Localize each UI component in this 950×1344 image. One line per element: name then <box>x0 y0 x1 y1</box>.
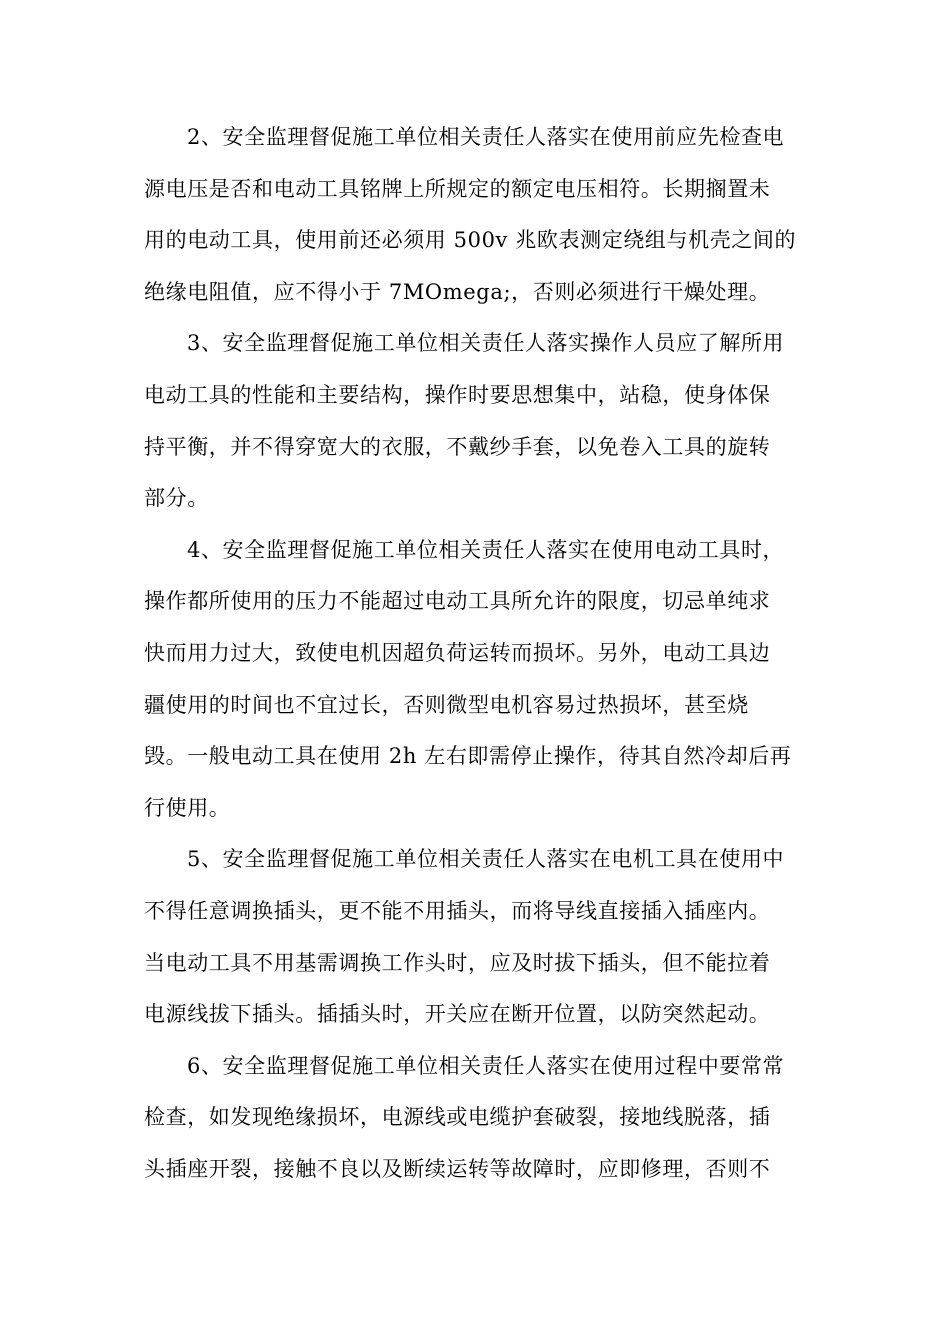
paragraph-6-line-3: 头插座开裂，接触不良以及断续运转等故障时，应即修理，否则不 <box>144 1156 771 1181</box>
paragraph-4-line-3: 快而用力过大，致使电机因超负荷运转而损坏。另外，电动工具边 <box>144 640 771 665</box>
paragraph-5-line-2: 不得任意调换插头，更不能不用插头，而将导线直接插入插座内。 <box>144 898 771 923</box>
paragraph-3-line-1: 3、安全监理督促施工单位相关责任人落实操作人员应了解所用 <box>187 331 785 356</box>
paragraph-2-line-3: 用的电动工具，使用前还必须用 500v 兆欧表测定绕组与机壳之间的 <box>144 228 797 253</box>
paragraph-4-line-1: 4、安全监理督促施工单位相关责任人落实在使用电动工具时， <box>187 537 785 562</box>
paragraph-4-line-2: 操作都所使用的压力不能超过电动工具所允许的限度，切忌单纯求 <box>144 589 771 614</box>
paragraph-4-line-6: 行使用。 <box>144 795 231 820</box>
body-text <box>144 112 808 1195</box>
paragraph-2-line-2: 源电压是否和电动工具铭牌上所规定的额定电压相符。长期搁置未 <box>144 176 771 201</box>
paragraph-6-line-2: 检查，如发现绝缘损坏，电源线或电缆护套破裂，接地线脱落，插 <box>144 1105 771 1130</box>
paragraph-3-line-2: 电动工具的性能和主要结构，操作时要思想集中，站稳，使身体保 <box>144 382 771 407</box>
paragraph-4-line-4: 疆使用的时间也不宜过长，否则微型电机容易过热损坏，甚至烧 <box>144 692 749 717</box>
paragraph-3-line-3: 持平衡，并不得穿宽大的衣服，不戴纱手套，以免卷入工具的旋转 <box>144 434 771 459</box>
paragraph-5-line-4: 电源线拔下插头。插插头时，开关应在断开位置，以防突然起动。 <box>144 1002 771 1027</box>
paragraph-4-line-5: 毁。一般电动工具在使用 2h 左右即需停止操作，待其自然冷却后再 <box>144 744 792 769</box>
paragraph-5-line-3: 当电动工具不用基需调换工作头时，应及时拔下插头，但不能拉着 <box>144 950 771 975</box>
paragraph-2-line-1: 2、安全监理督促施工单位相关责任人落实在使用前应先检查电 <box>187 125 785 149</box>
paragraph-5-line-1: 5、安全监理督促施工单位相关责任人落实在电机工具在使用中 <box>187 847 785 872</box>
paragraph-6-line-1: 6、安全监理督促施工单位相关责任人落实在使用过程中要常常 <box>187 1053 785 1078</box>
paragraph-3-line-4: 部分。 <box>144 486 209 511</box>
paragraph-2-line-4: 绝缘电阻值，应不得小于 7MOmega;，否则必须进行干燥处理。 <box>144 279 771 304</box>
